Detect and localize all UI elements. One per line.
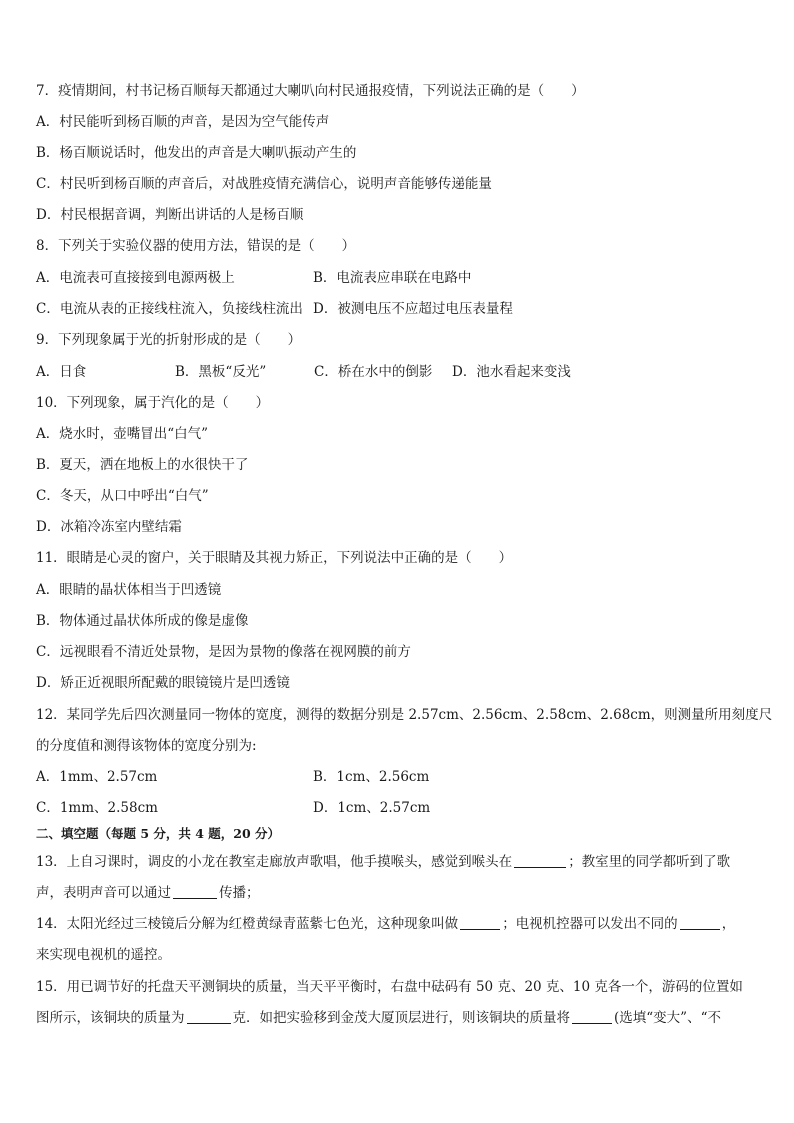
q8-stem: 8．下列关于实验仪器的使用方法，错误的是（ ） (36, 238, 356, 254)
q12-option-c: C．1mm、2.58cm (36, 800, 158, 816)
q15-line2 (36, 1008, 721, 1028)
q14-text-1: 14．太阳光经过三棱镜后分解为红橙黄绿青蓝紫七色光，这种现象叫做 (36, 916, 459, 932)
q9-option-c: C．桥在水中的倒影 (314, 364, 433, 380)
q14-blank-1[interactable] (460, 915, 500, 930)
q13-blank-1[interactable] (514, 853, 566, 868)
q15-line1: 15．用已调节好的托盘天平测铜块的质量，当天平平衡时，右盘中砝码有 50 克、20 克、10 克各一个，游码的位置如 (36, 979, 743, 995)
q10-option-a: A．烧水时，壶嘴冒出“白气” (36, 426, 209, 442)
q11-option-b: B．物体通过晶状体所成的像是虚像 (36, 613, 249, 629)
q10-option-c: C．冬天，从口中呼出“白气” (36, 488, 209, 504)
q13-line1 (36, 852, 730, 872)
q12-option-b: B．1cm、2.56cm (313, 769, 430, 785)
q9-option-b: B．黑板“反光” (175, 364, 267, 380)
q13-text-4: 传播； (219, 885, 260, 901)
q14-text-2: ；电视机控器可以发出不同的 (502, 916, 678, 932)
q15-text-4: (选填“变大”、“不 (614, 1010, 721, 1026)
q13-text-2: ；教室里的同学都听到了歌 (568, 854, 731, 870)
q14-blank-2[interactable] (680, 915, 720, 930)
q13-text-1: 13．上自习课时，调皮的小龙在教室走廊放声歌唱，他手摸喉头，感觉到喉头在 (36, 854, 513, 870)
q7-stem: 7．疫情期间，村书记杨百顺每天都通过大喇叭向村民通报疫情，下列说法正确的是（ ） (36, 83, 585, 99)
q7-option-a: A．村民能听到杨百顺的声音，是因为空气能传声 (36, 114, 330, 130)
q11-option-a: A．眼睛的晶状体相当于凹透镜 (36, 582, 222, 598)
q13-blank-2[interactable] (173, 884, 217, 899)
q15-blank-2[interactable] (572, 1009, 612, 1024)
q14-line2: 来实现电视机的遥控。 (36, 947, 171, 963)
q13-text-3: 声，表明声音可以通过 (36, 885, 171, 901)
q12-option-a: A．1mm、2.57cm (36, 769, 158, 785)
q10-stem: 10．下列现象，属于汽化的是（ ） (36, 395, 270, 411)
q12-stem-line1: 12．某同学先后四次测量同一物体的宽度，测得的数据分别是 2.57cm、2.56cm、2.58cm、2.68cm，则测量所用刻度尺 (36, 707, 773, 723)
q15-blank-1[interactable] (187, 1009, 231, 1024)
q8-option-c: C．电流从表的正接线柱流入，负接线柱流出 (36, 301, 303, 317)
q12-option-d: D．1cm、2.57cm (313, 800, 431, 816)
q7-option-d: D．村民根据音调，判断出讲话的人是杨百顺 (36, 207, 304, 223)
q11-option-c: C．远视眼看不清近处景物，是因为景物的像落在视网膜的前方 (36, 644, 411, 660)
q10-option-d: D．冰箱冷冻室内壁结霜 (36, 519, 182, 535)
section-heading: 二、填空题（每题 5 分，共 4 题，20 分） (36, 826, 281, 841)
q13-line2 (36, 883, 260, 903)
q8-option-a: A．电流表可直接接到电源两极上 (36, 270, 235, 286)
q14-text-3: ， (721, 916, 736, 932)
q8-option-b: B．电流表应串联在电路中 (313, 270, 472, 286)
q14-line1 (36, 914, 735, 934)
q9-option-a: A．日食 (36, 364, 87, 380)
q12-stem-line2: 的分度值和测得该物体的宽度分别为: (36, 738, 257, 754)
q11-stem: 11．眼睛是心灵的窗户，关于眼睛及其视力矫正，下列说法中正确的是（ ） (36, 550, 513, 566)
q8-option-d: D．被测电压不应超过电压表量程 (313, 301, 513, 317)
q7-option-c: C．村民听到杨百顺的声音后，对战胜疫情充满信心，说明声音能够传递能量 (36, 176, 492, 192)
q15-text-2: 图所示，该铜块的质量为 (36, 1010, 185, 1026)
q15-text-3: 克．如把实验移到金茂大厦顶层进行，则该铜块的质量将 (232, 1010, 570, 1026)
q11-option-d: D．矫正近视眼所配戴的眼镜镜片是凹透镜 (36, 675, 290, 691)
q10-option-b: B．夏天，洒在地板上的水很快干了 (36, 457, 249, 473)
q9-option-d: D．池水看起来变浅 (452, 364, 571, 380)
q7-option-b: B．杨百顺说话时，他发出的声音是大喇叭振动产生的 (36, 145, 357, 161)
q9-stem: 9．下列现象属于光的折射形成的是（ ） (36, 332, 302, 348)
